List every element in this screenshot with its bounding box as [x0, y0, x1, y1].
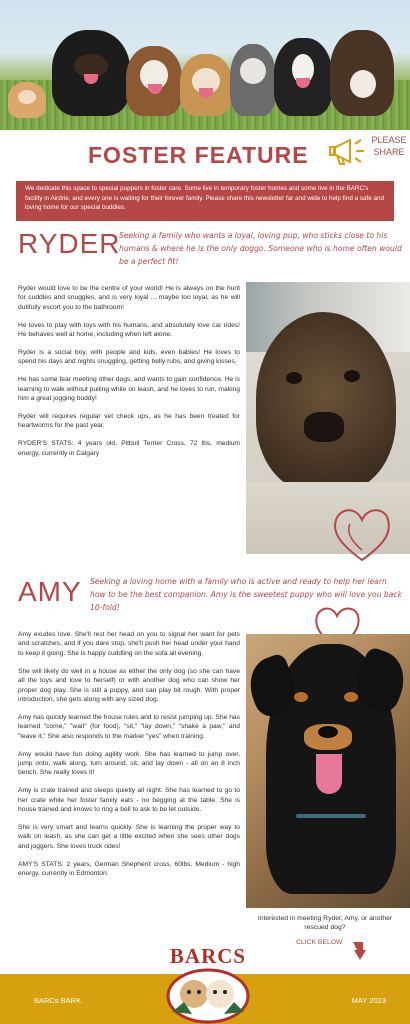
ryder-tagline: Seeking a family who wants a loyal, loving pup, who sticks close to his humans & where he is the only doggo. Someone who is home often would be a perfect fit! — [119, 231, 402, 266]
intro-text: We dedicate this space to special puppers in foster care. Some live in temporary foster homes and some live in the BARC's facility in Airdrie, and every one is waiting for their forever family. Please share this newsletter far and wide to help find a safe and loving home for our special buddies. — [25, 185, 384, 211]
amy-paragraph: She is very smart and learns quickly. She is learning the proper way to walk on leash, as she can get a little excited when she sees other dogs and joggers. She loves truck rides! — [18, 824, 240, 850]
please-share-label: PLEASE SHARE — [371, 135, 407, 157]
dog-small-fluffy — [8, 82, 46, 118]
footer-date: MAY 2023 — [351, 996, 386, 1005]
ryder-paragraph: Ryder is a social boy, with people and kids, even babies! He loves to spend his days and nights snuggling, getting belly rubs, and giving kisses. — [18, 349, 240, 366]
ryder-name: RYDER — [18, 228, 121, 259]
footer-newsletter-name: BARCs BARK — [34, 996, 82, 1005]
ryder-stats: RYDER'S STATS: 4 years old, Pitbull Terrier Cross, 72 lbs, medium energy, currently in Calgary — [18, 440, 240, 457]
ryder-paragraph: Ryder would love to be the centre of your world! He is always on the hunt for cuddles and snuggles, and is very loyal ... maybe too loyal, as he will dutifully escort you to the bathroom! — [18, 285, 240, 311]
logo-emblem-icon — [164, 962, 252, 1024]
barcs-logo[interactable] — [160, 944, 256, 1024]
amy-paragraph: She will likely do well in a house as either the only dog (so she can have all the toys and love to herself) or with another dog who can show her proper dog play. She is still a puppy, and can play bit rough. With proper introduction, she gets along with any sized dog. — [18, 667, 240, 703]
amy-stats: AMY'S STATS: 2 years, German Shepherd cross, 60lbs, Medium - high energy, currently in Edmonton. — [18, 860, 240, 878]
intro-banner — [16, 181, 394, 221]
ryder-paragraph: He loves to play with toys with his humans, and absolutely love car rides! He behaves well at home, including when left alone. — [18, 321, 240, 339]
dog-merle — [230, 44, 276, 116]
click-below-link[interactable]: CLICK BELOW — [296, 939, 343, 946]
heart-icon — [330, 502, 394, 568]
logo-text: BARCS — [169, 944, 247, 968]
amy-paragraph: Amy exudes love. She'll rest her head on you to signal her want for pets and scratches, and if you dare stop, she'll push her head under your hand to keep it going. She is happy cuddling on the sofa all evening. — [18, 631, 240, 657]
megaphone-icon — [328, 132, 368, 170]
dog-black — [52, 30, 130, 116]
ryder-paragraph: Ryder will requires regular vet check ups, as he has been treated for heartworms for the past year. — [18, 413, 240, 430]
ryder-paragraph: He has some fear meeting other dogs, and wants to gain confidence. He is learning to walk without pulling while on leash, and he loves to run, making him a great jogging buddy! — [18, 376, 240, 403]
page-title: FOSTER FEATURE — [88, 142, 309, 168]
pointing-hand-icon[interactable] — [350, 938, 370, 962]
amy-tagline: Seeking a loving home with a family who is active and ready to help her learn how to be the best companion. Amy is the sweetest puppy who will love you back 10-fold! — [90, 577, 402, 612]
amy-description — [18, 630, 240, 887]
amy-paragraph: Amy is crate trained and sleeps quietly all night. She has learned to go to her crate while her foster family eats - no begging at the table. She is house trained and knows to ring a bell to ask to be let outside. — [18, 787, 240, 814]
amy-photo — [246, 634, 410, 908]
amy-paragraph: Amy has quickly learned the house rules and to resist jumping up. She has learned "come," "wait" (for food), "sit," "lay down," "shake a paw," and "leave it." She also responds to the marker "yes" when training. — [18, 713, 240, 740]
amy-name: AMY — [18, 576, 82, 607]
ryder-description — [18, 284, 240, 467]
dog-aussie — [126, 46, 182, 116]
dog-brindle — [330, 30, 394, 116]
cta-text: Interested in meeting Ryder, Amy, or another rescued dog? — [257, 915, 393, 931]
amy-paragraph: Amy would have fun doing agility work. She has learned to jump over, jump onto, walk along, turn around, sit, and lay down - all on an 8 inch bench. She really loves it! — [18, 750, 240, 777]
hero-dogs-photo — [0, 0, 410, 130]
dog-tan — [180, 54, 232, 116]
dog-border-collie — [274, 38, 332, 116]
